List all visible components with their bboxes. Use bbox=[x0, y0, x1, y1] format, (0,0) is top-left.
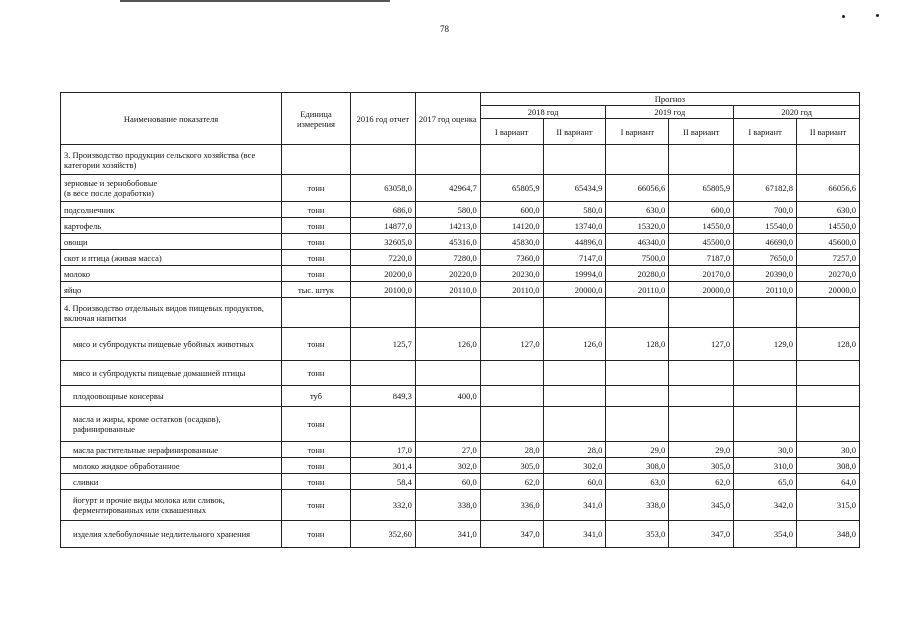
value-cell: 14877,0 bbox=[350, 218, 415, 234]
header-year: 2018 год bbox=[480, 106, 606, 119]
empty-cell bbox=[350, 145, 415, 175]
value-cell: 20000,0 bbox=[669, 282, 734, 298]
value-cell: 630,0 bbox=[606, 202, 669, 218]
value-cell: 20220,0 bbox=[415, 266, 480, 282]
empty-cell bbox=[480, 145, 543, 175]
value-cell: 63,0 bbox=[606, 474, 669, 490]
row-name: молоко bbox=[61, 266, 282, 282]
value-cell bbox=[480, 386, 543, 407]
value-cell: 332,0 bbox=[350, 490, 415, 521]
empty-cell bbox=[543, 298, 606, 328]
header-variant: I вариант bbox=[734, 119, 797, 145]
value-cell bbox=[543, 386, 606, 407]
value-cell bbox=[606, 386, 669, 407]
value-cell: 127,0 bbox=[480, 328, 543, 361]
header-unit: Единица измерения bbox=[282, 93, 351, 145]
value-cell: 30,0 bbox=[797, 442, 860, 458]
forecast-table bbox=[60, 92, 860, 548]
value-cell: 345,0 bbox=[669, 490, 734, 521]
value-cell: 46690,0 bbox=[734, 234, 797, 250]
empty-cell bbox=[797, 145, 860, 175]
value-cell: 7187,0 bbox=[669, 250, 734, 266]
value-cell bbox=[415, 361, 480, 386]
table-row bbox=[61, 407, 860, 442]
row-name: сливки bbox=[61, 474, 282, 490]
value-cell bbox=[606, 407, 669, 442]
row-unit: тыс. штук bbox=[282, 282, 351, 298]
value-cell: 20280,0 bbox=[606, 266, 669, 282]
empty-cell bbox=[282, 298, 351, 328]
value-cell bbox=[543, 361, 606, 386]
value-cell: 44896,0 bbox=[543, 234, 606, 250]
value-cell: 7650,0 bbox=[734, 250, 797, 266]
empty-cell bbox=[734, 298, 797, 328]
value-cell: 58,4 bbox=[350, 474, 415, 490]
value-cell: 341,0 bbox=[415, 521, 480, 548]
table-row bbox=[61, 202, 860, 218]
value-cell: 65805,9 bbox=[480, 175, 543, 202]
row-name: картофель bbox=[61, 218, 282, 234]
value-cell bbox=[797, 386, 860, 407]
value-cell bbox=[669, 386, 734, 407]
row-name: мясо и субпродукты пищевые домашней птицы bbox=[61, 361, 282, 386]
row-unit: тонн bbox=[282, 218, 351, 234]
value-cell bbox=[350, 361, 415, 386]
table-row bbox=[61, 250, 860, 266]
empty-cell bbox=[415, 145, 480, 175]
value-cell: 29,0 bbox=[669, 442, 734, 458]
value-cell: 29,0 bbox=[606, 442, 669, 458]
empty-cell bbox=[543, 145, 606, 175]
table-row bbox=[61, 218, 860, 234]
row-unit: тонн bbox=[282, 407, 351, 442]
row-unit: тонн bbox=[282, 490, 351, 521]
empty-cell bbox=[480, 298, 543, 328]
value-cell: 65434,9 bbox=[543, 175, 606, 202]
value-cell: 67182,8 bbox=[734, 175, 797, 202]
section-title: 4. Производство отдельных видов пищевых продуктов, включая напитки bbox=[61, 298, 282, 328]
value-cell: 315,0 bbox=[797, 490, 860, 521]
header-name: Наименование показателя bbox=[61, 93, 282, 145]
row-unit: тонн bbox=[282, 328, 351, 361]
value-cell: 45316,0 bbox=[415, 234, 480, 250]
value-cell: 20000,0 bbox=[543, 282, 606, 298]
header-variant: II вариант bbox=[669, 119, 734, 145]
row-unit: тонн bbox=[282, 175, 351, 202]
value-cell bbox=[669, 407, 734, 442]
value-cell: 353,0 bbox=[606, 521, 669, 548]
header-variant: I вариант bbox=[606, 119, 669, 145]
table-row bbox=[61, 386, 860, 407]
row-name: подсолнечник bbox=[61, 202, 282, 218]
value-cell: 66056,6 bbox=[606, 175, 669, 202]
value-cell: 302,0 bbox=[543, 458, 606, 474]
empty-cell bbox=[606, 145, 669, 175]
value-cell: 17,0 bbox=[350, 442, 415, 458]
value-cell bbox=[480, 361, 543, 386]
value-cell: 126,0 bbox=[415, 328, 480, 361]
value-cell: 580,0 bbox=[543, 202, 606, 218]
row-unit: тонн bbox=[282, 458, 351, 474]
value-cell: 302,0 bbox=[415, 458, 480, 474]
value-cell: 62,0 bbox=[480, 474, 543, 490]
value-cell: 7280,0 bbox=[415, 250, 480, 266]
value-cell bbox=[669, 361, 734, 386]
value-cell: 348,0 bbox=[797, 521, 860, 548]
table-row bbox=[61, 361, 860, 386]
section-row bbox=[61, 298, 860, 328]
value-cell: 60,0 bbox=[415, 474, 480, 490]
value-cell: 45600,0 bbox=[797, 234, 860, 250]
value-cell: 20270,0 bbox=[797, 266, 860, 282]
value-cell: 20230,0 bbox=[480, 266, 543, 282]
header-2017: 2017 год оценка bbox=[415, 93, 480, 145]
value-cell: 342,0 bbox=[734, 490, 797, 521]
row-unit: туб bbox=[282, 386, 351, 407]
scan-artifact-speck bbox=[876, 14, 879, 17]
empty-cell bbox=[734, 145, 797, 175]
value-cell: 125,7 bbox=[350, 328, 415, 361]
value-cell: 20390,0 bbox=[734, 266, 797, 282]
row-unit: тонн bbox=[282, 202, 351, 218]
table-row bbox=[61, 234, 860, 250]
header-variant: II вариант bbox=[797, 119, 860, 145]
empty-cell bbox=[415, 298, 480, 328]
value-cell: 28,0 bbox=[480, 442, 543, 458]
row-name: овощи bbox=[61, 234, 282, 250]
value-cell: 338,0 bbox=[606, 490, 669, 521]
value-cell bbox=[734, 407, 797, 442]
row-unit: тонн bbox=[282, 442, 351, 458]
table-row bbox=[61, 282, 860, 298]
value-cell: 14550,0 bbox=[797, 218, 860, 234]
value-cell: 27,0 bbox=[415, 442, 480, 458]
value-cell: 600,0 bbox=[480, 202, 543, 218]
value-cell: 20170,0 bbox=[669, 266, 734, 282]
value-cell bbox=[797, 407, 860, 442]
row-unit: тонн bbox=[282, 250, 351, 266]
value-cell bbox=[350, 407, 415, 442]
value-cell: 60,0 bbox=[543, 474, 606, 490]
value-cell: 341,0 bbox=[543, 521, 606, 548]
row-unit: тонн bbox=[282, 266, 351, 282]
header-year: 2020 год bbox=[734, 106, 860, 119]
table-row bbox=[61, 474, 860, 490]
value-cell: 14120,0 bbox=[480, 218, 543, 234]
section-row bbox=[61, 145, 860, 175]
table-row bbox=[61, 328, 860, 361]
header-forecast: Прогноз bbox=[480, 93, 859, 106]
value-cell: 338,0 bbox=[415, 490, 480, 521]
page-number: 78 bbox=[440, 24, 449, 34]
value-cell: 400,0 bbox=[415, 386, 480, 407]
value-cell: 308,0 bbox=[606, 458, 669, 474]
value-cell: 42964,7 bbox=[415, 175, 480, 202]
row-unit: тонн bbox=[282, 474, 351, 490]
header-variant: II вариант bbox=[543, 119, 606, 145]
value-cell: 20000,0 bbox=[797, 282, 860, 298]
value-cell: 62,0 bbox=[669, 474, 734, 490]
value-cell: 45830,0 bbox=[480, 234, 543, 250]
value-cell: 129,0 bbox=[734, 328, 797, 361]
value-cell bbox=[734, 361, 797, 386]
empty-cell bbox=[350, 298, 415, 328]
value-cell: 7220,0 bbox=[350, 250, 415, 266]
value-cell: 15540,0 bbox=[734, 218, 797, 234]
value-cell: 65,0 bbox=[734, 474, 797, 490]
empty-cell bbox=[669, 145, 734, 175]
value-cell: 64,0 bbox=[797, 474, 860, 490]
header-2016: 2016 год отчет bbox=[350, 93, 415, 145]
value-cell: 32605,0 bbox=[350, 234, 415, 250]
value-cell: 128,0 bbox=[797, 328, 860, 361]
value-cell: 700,0 bbox=[734, 202, 797, 218]
value-cell: 308,0 bbox=[797, 458, 860, 474]
value-cell: 65805,9 bbox=[669, 175, 734, 202]
scan-artifact-speck bbox=[842, 15, 845, 18]
value-cell: 46340,0 bbox=[606, 234, 669, 250]
value-cell: 354,0 bbox=[734, 521, 797, 548]
table-row bbox=[61, 442, 860, 458]
value-cell: 600,0 bbox=[669, 202, 734, 218]
header-variant: I вариант bbox=[480, 119, 543, 145]
row-name: масла растительные нерафинированные bbox=[61, 442, 282, 458]
row-name: масла и жиры, кроме остатков (осадков), рафинированные bbox=[61, 407, 282, 442]
value-cell bbox=[606, 361, 669, 386]
row-name: молоко жидкое обработанное bbox=[61, 458, 282, 474]
value-cell: 20110,0 bbox=[415, 282, 480, 298]
value-cell: 7500,0 bbox=[606, 250, 669, 266]
value-cell: 20110,0 bbox=[606, 282, 669, 298]
value-cell: 341,0 bbox=[543, 490, 606, 521]
value-cell: 28,0 bbox=[543, 442, 606, 458]
row-name: яйцо bbox=[61, 282, 282, 298]
value-cell: 14550,0 bbox=[669, 218, 734, 234]
table-row bbox=[61, 521, 860, 548]
value-cell: 7147,0 bbox=[543, 250, 606, 266]
value-cell: 7360,0 bbox=[480, 250, 543, 266]
value-cell: 66056,6 bbox=[797, 175, 860, 202]
value-cell: 45500,0 bbox=[669, 234, 734, 250]
scan-artifact-line bbox=[120, 0, 390, 2]
value-cell: 336,0 bbox=[480, 490, 543, 521]
value-cell: 347,0 bbox=[480, 521, 543, 548]
value-cell: 301,4 bbox=[350, 458, 415, 474]
value-cell: 580,0 bbox=[415, 202, 480, 218]
value-cell: 686,0 bbox=[350, 202, 415, 218]
table-row bbox=[61, 175, 860, 202]
value-cell: 305,0 bbox=[480, 458, 543, 474]
row-name: мясо и субпродукты пищевые убойных животных bbox=[61, 328, 282, 361]
value-cell: 63058,0 bbox=[350, 175, 415, 202]
empty-cell bbox=[797, 298, 860, 328]
empty-cell bbox=[282, 145, 351, 175]
value-cell bbox=[797, 361, 860, 386]
value-cell: 13740,0 bbox=[543, 218, 606, 234]
value-cell: 30,0 bbox=[734, 442, 797, 458]
row-name: йогурт и прочие виды молока или сливок, ферментированных или сквашенных bbox=[61, 490, 282, 521]
value-cell bbox=[415, 407, 480, 442]
row-unit: тонн bbox=[282, 521, 351, 548]
value-cell: 20200,0 bbox=[350, 266, 415, 282]
empty-cell bbox=[606, 298, 669, 328]
value-cell: 347,0 bbox=[669, 521, 734, 548]
header-year: 2019 год bbox=[606, 106, 734, 119]
row-name: скот и птица (живая масса) bbox=[61, 250, 282, 266]
value-cell: 128,0 bbox=[606, 328, 669, 361]
value-cell: 20100,0 bbox=[350, 282, 415, 298]
value-cell: 310,0 bbox=[734, 458, 797, 474]
value-cell: 19994,0 bbox=[543, 266, 606, 282]
value-cell: 14213,0 bbox=[415, 218, 480, 234]
table-row bbox=[61, 490, 860, 521]
value-cell: 352,60 bbox=[350, 521, 415, 548]
value-cell: 630,0 bbox=[797, 202, 860, 218]
table-row bbox=[61, 458, 860, 474]
row-name: зерновые и зернобобовые (в весе после доработки) bbox=[61, 175, 282, 202]
value-cell: 849,3 bbox=[350, 386, 415, 407]
row-unit: тонн bbox=[282, 361, 351, 386]
value-cell: 20110,0 bbox=[480, 282, 543, 298]
value-cell: 7257,0 bbox=[797, 250, 860, 266]
row-name: изделия хлебобулочные недлительного хранения bbox=[61, 521, 282, 548]
value-cell bbox=[543, 407, 606, 442]
empty-cell bbox=[669, 298, 734, 328]
value-cell bbox=[734, 386, 797, 407]
section-title: 3. Производство продукции сельского хозяйства (все категории хозяйств) bbox=[61, 145, 282, 175]
value-cell: 127,0 bbox=[669, 328, 734, 361]
row-unit: тонн bbox=[282, 234, 351, 250]
value-cell: 20110,0 bbox=[734, 282, 797, 298]
value-cell: 15320,0 bbox=[606, 218, 669, 234]
value-cell: 126,0 bbox=[543, 328, 606, 361]
row-name: плодоовощные консервы bbox=[61, 386, 282, 407]
value-cell: 305,0 bbox=[669, 458, 734, 474]
value-cell bbox=[480, 407, 543, 442]
table-row bbox=[61, 266, 860, 282]
